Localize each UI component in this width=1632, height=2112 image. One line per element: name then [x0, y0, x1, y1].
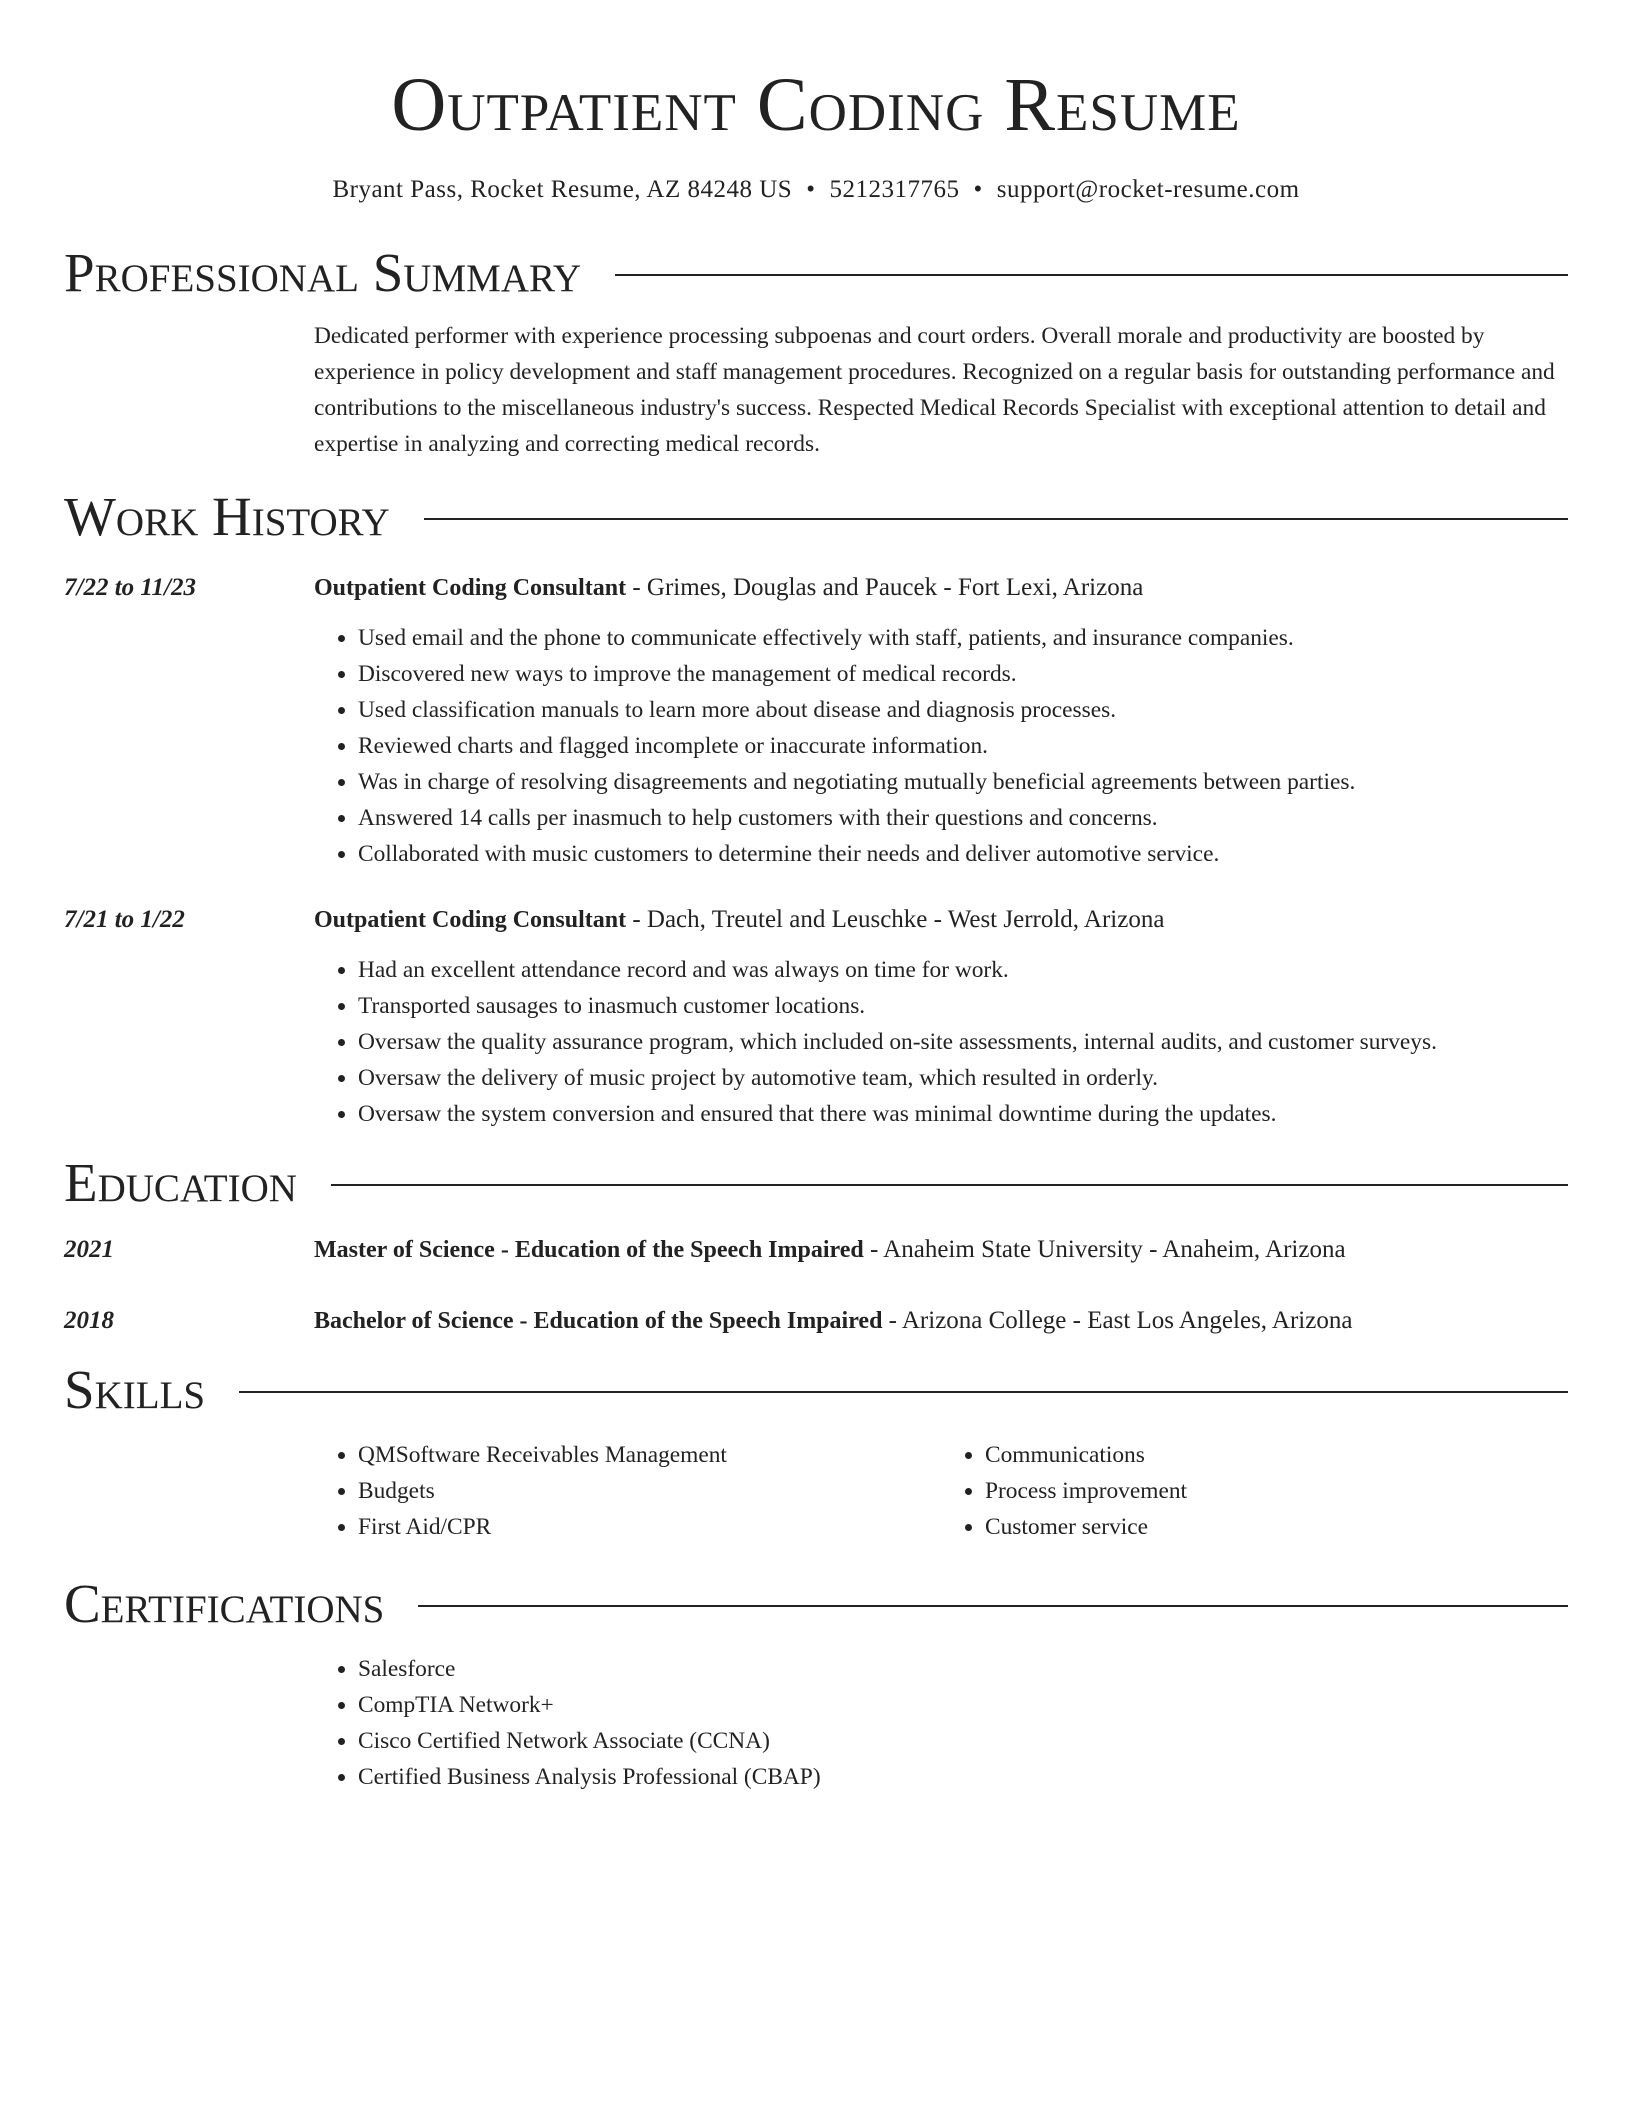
list-item: • Budgets [358, 1473, 941, 1509]
list-item: • Reviewed charts and flagged incomplete or inaccurate information. [358, 728, 1568, 764]
job-employer: - Grimes, Douglas and Paucek - Fort Lexi, Arizona [626, 574, 1144, 601]
contact-separator: • [806, 176, 816, 203]
section-title-skills: Skills [64, 1359, 206, 1420]
contact-email: support@rocket-resume.com [996, 176, 1300, 203]
skills-columns [314, 1437, 1568, 1545]
list-item: • Discovered new ways to improve the management of medical records. [358, 656, 1568, 692]
section-divider [239, 1391, 1568, 1393]
job-entry [64, 902, 1568, 1132]
resume-title: Outpatient Coding Resume [391, 63, 1241, 147]
skills-section [64, 1359, 1568, 1545]
list-item: • Customer service [985, 1509, 1568, 1545]
education-entry [64, 1232, 1568, 1268]
list-item: • CompTIA Network+ [358, 1687, 1568, 1723]
section-divider [615, 274, 1568, 276]
list-item: • Oversaw the quality assurance program, which included on-site assessments, internal audits, and customer surveys. [358, 1024, 1568, 1060]
list-item: • Salesforce [358, 1651, 1568, 1687]
section-title-work-history: Work History [64, 486, 390, 547]
skills-list-left [314, 1437, 941, 1545]
list-item: • Was in charge of resolving disagreements and negotiating mutually beneficial agreements between parties. [358, 764, 1568, 800]
job-header [64, 902, 1568, 938]
section-divider [331, 1184, 1568, 1186]
job-heading [314, 902, 1568, 938]
certifications-list [314, 1651, 1568, 1795]
job-heading [314, 570, 1568, 606]
job-dates: 7/22 to 11/23 [64, 574, 196, 601]
list-item: • Oversaw the system conversion and ensured that there was minimal downtime during the updates. [358, 1096, 1568, 1132]
education-school: - Arizona College - East Los Angeles, Arizona [882, 1307, 1353, 1334]
work-history-section [64, 486, 1568, 1132]
education-heading [314, 1303, 1568, 1339]
education-degree: Bachelor of Science - Education of the Speech Impaired [314, 1308, 883, 1334]
list-item: • Used email and the phone to communicate effectively with staff, patients, and insurance companies. [358, 620, 1568, 656]
education-year: 2021 [64, 1236, 114, 1263]
section-title-summary: Professional Summary [64, 242, 582, 303]
list-item: • Transported sausages to inasmuch customer locations. [358, 988, 1568, 1024]
contact-line [64, 176, 1568, 204]
list-item: • QMSoftware Receivables Management [358, 1437, 941, 1473]
section-header [64, 486, 1568, 548]
section-header [64, 1152, 1568, 1214]
list-item: • Cisco Certified Network Associate (CCNA) [358, 1723, 1568, 1759]
certifications-list-wrapper [314, 1651, 1568, 1795]
section-header [64, 1359, 1568, 1421]
section-header [64, 1573, 1568, 1635]
section-title-certifications: Certifications [64, 1573, 385, 1634]
list-item: • First Aid/CPR [358, 1509, 941, 1545]
education-school: - Anaheim State University - Anaheim, Arizona [863, 1236, 1346, 1263]
certifications-section [64, 1573, 1568, 1795]
job-title: Outpatient Coding Consultant [314, 575, 627, 601]
list-item: • Certified Business Analysis Professional (CBAP) [358, 1759, 1568, 1795]
job-header [64, 570, 1568, 606]
job-title: Outpatient Coding Consultant [314, 907, 627, 933]
summary-section [64, 242, 1568, 462]
list-item: • Answered 14 calls per inasmuch to help customers with their questions and concerns. [358, 800, 1568, 836]
list-item: • Communications [985, 1437, 1568, 1473]
education-section [64, 1152, 1568, 1339]
section-divider [418, 1605, 1568, 1607]
list-item: • Had an excellent attendance record and was always on time for work. [358, 952, 1568, 988]
summary-text: Dedicated performer with experience processing subpoenas and court orders. Overall morale and productivity are boosted by experience in policy development and staff management procedures. Recognized on a regular basis for outstanding performance and contributions to the miscellaneous industry's success. Respected Medical Records Specialist with exceptional attention to detail and expertise in analyzing and correcting medical records. [314, 323, 1555, 457]
education-degree: Master of Science - Education of the Speech Impaired [314, 1237, 864, 1263]
education-entry [64, 1303, 1568, 1339]
list-item: • Used classification manuals to learn more about disease and diagnosis processes. [358, 692, 1568, 728]
list-item: • Oversaw the delivery of music project by automotive team, which resulted in orderly. [358, 1060, 1568, 1096]
job-bullets [314, 952, 1568, 1132]
section-divider [424, 518, 1568, 520]
education-year: 2018 [64, 1307, 114, 1334]
job-entry [64, 570, 1568, 872]
contact-separator: • [973, 176, 983, 203]
education-heading [314, 1232, 1568, 1268]
job-employer: - Dach, Treutel and Leuschke - West Jerrold, Arizona [626, 906, 1165, 933]
section-header [64, 242, 1568, 304]
contact-phone: 5212317765 [829, 176, 960, 203]
job-dates: 7/21 to 1/22 [64, 906, 185, 933]
job-bullets [314, 620, 1568, 872]
section-title-education: Education [64, 1152, 297, 1213]
list-item: • Process improvement [985, 1473, 1568, 1509]
skills-list-right [941, 1437, 1568, 1545]
contact-address: Bryant Pass, Rocket Resume, AZ 84248 US [332, 176, 793, 203]
list-item: • Collaborated with music customers to determine their needs and deliver automotive service. [358, 836, 1568, 872]
